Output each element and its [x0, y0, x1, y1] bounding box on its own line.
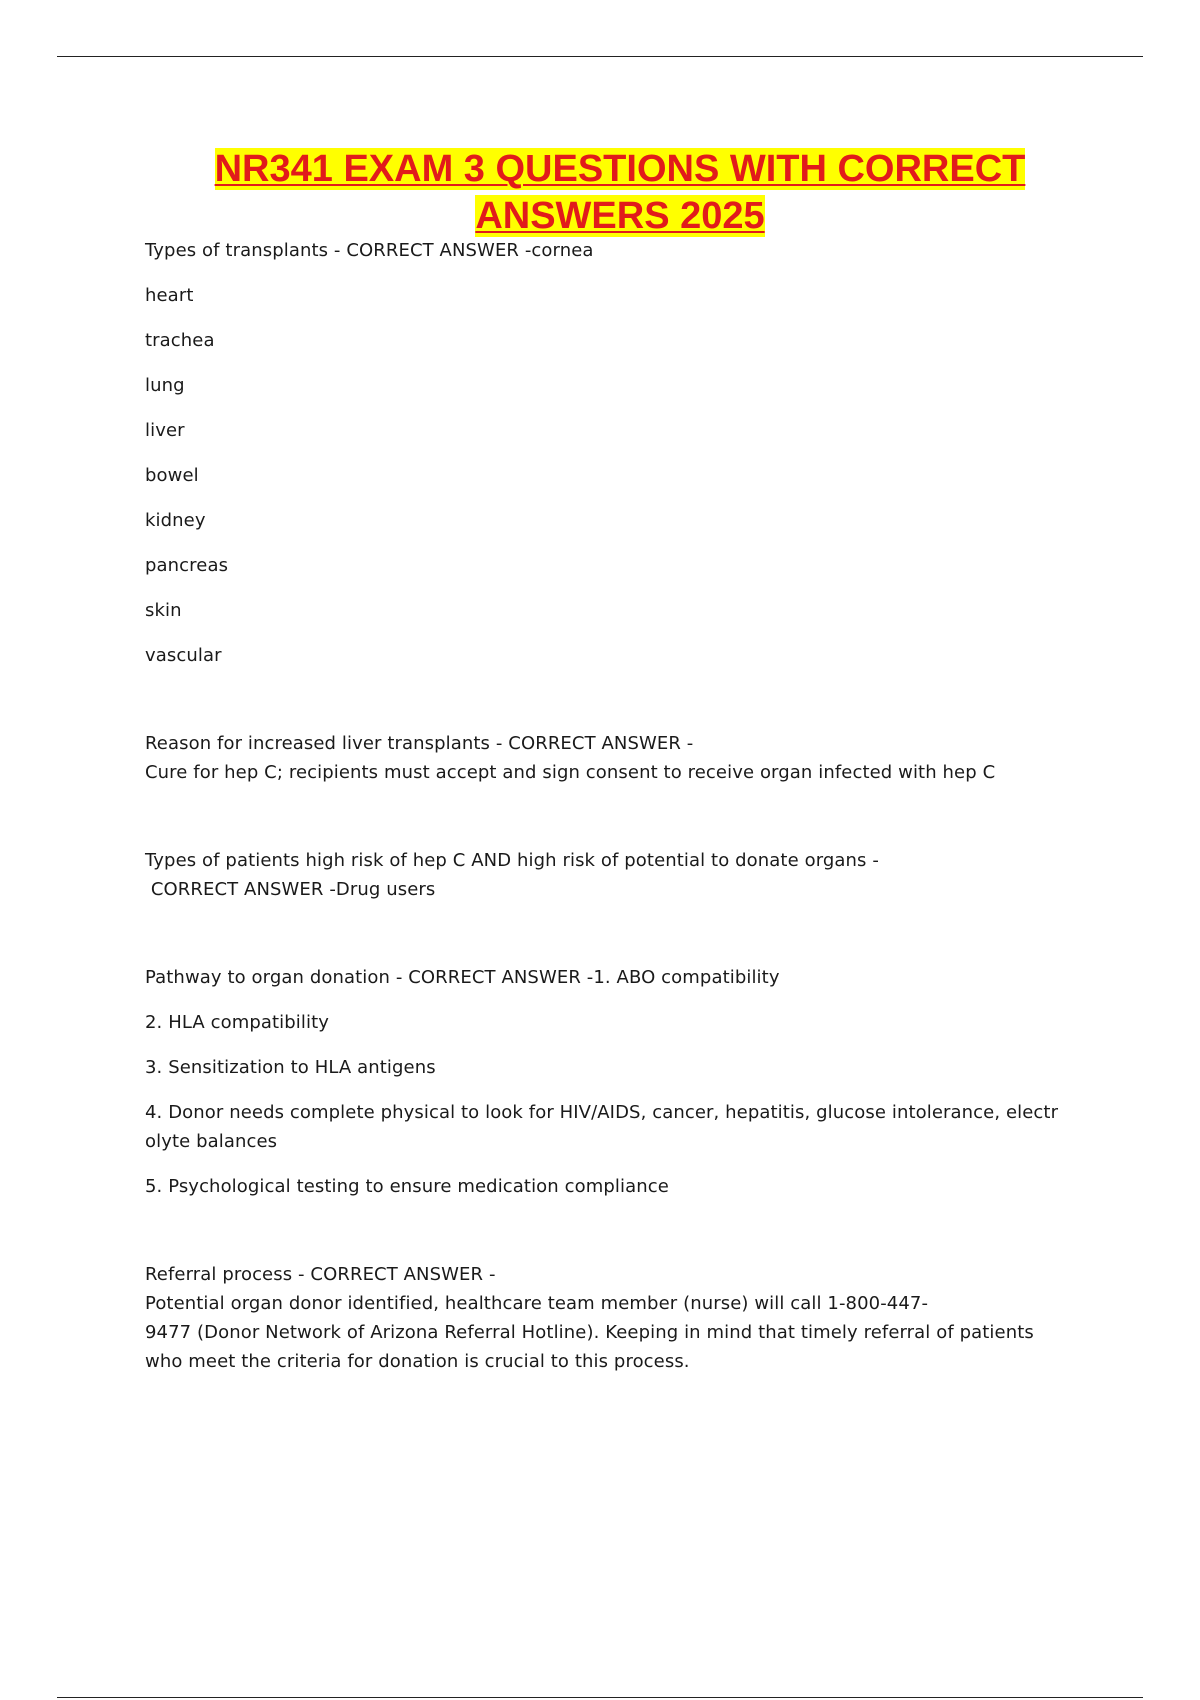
section-gap: [145, 904, 1085, 963]
hepc-answer: CORRECT ANSWER -Drug users: [145, 879, 436, 900]
pathway-question: Pathway to organ donation - CORRECT ANSWER -1. ABO compatibility: [145, 967, 780, 988]
hepc-section: [145, 846, 1085, 904]
hepc-question: Types of patients high risk of hep C AND high risk of potential to donate organs -: [145, 850, 879, 871]
list-item: trachea: [145, 330, 215, 351]
liver-section: [145, 729, 1085, 787]
section-gap: [145, 670, 1085, 729]
list-item: 2. HLA compatibility: [145, 1012, 330, 1033]
list-item: bowel: [145, 465, 199, 486]
list-item: lung: [145, 375, 185, 396]
title-line-1: NR341 EXAM 3 QUESTIONS WITH CORRECT: [214, 148, 1026, 190]
transplants-section: [145, 236, 1085, 670]
list-item: skin: [145, 600, 182, 621]
list-item: vascular: [145, 645, 222, 666]
top-rule: [57, 56, 1143, 57]
list-item: pancreas: [145, 555, 229, 576]
liver-answer: Cure for hep C; recipients must accept and sign consent to receive organ infected with hep C: [145, 762, 996, 783]
referral-section: [145, 1260, 1085, 1376]
list-item: kidney: [145, 510, 206, 531]
section-gap: [145, 787, 1085, 846]
list-item: 3. Sensitization to HLA antigens: [145, 1057, 436, 1078]
referral-line-2: 9477 (Donor Network of Arizona Referral Hotline). Keeping in mind that timely referral of patients: [145, 1322, 1034, 1343]
list-item: 4. Donor needs complete physical to look for HIV/AIDS, cancer, hepatitis, glucose intolerance, electr: [145, 1102, 1059, 1123]
referral-line-1: Potential organ donor identified, healthcare team member (nurse) will call 1-800-447-: [145, 1293, 929, 1314]
transplants-question: Types of transplants - CORRECT ANSWER -cornea: [145, 240, 594, 261]
bottom-rule: [57, 1697, 1143, 1698]
list-item: olyte balances: [145, 1131, 278, 1152]
list-item: 5. Psychological testing to ensure medication compliance: [145, 1176, 669, 1197]
pathway-section: [145, 963, 1085, 1201]
referral-line-3: who meet the criteria for donation is crucial to this process.: [145, 1351, 690, 1372]
section-gap: [145, 1201, 1085, 1260]
document-body: [145, 236, 1085, 1376]
list-item: heart: [145, 285, 194, 306]
referral-question: Referral process - CORRECT ANSWER -: [145, 1264, 496, 1285]
document-title: [100, 146, 1140, 240]
liver-question: Reason for increased liver transplants - CORRECT ANSWER -: [145, 733, 694, 754]
list-item: liver: [145, 420, 185, 441]
title-line-2: ANSWERS 2025: [475, 195, 765, 237]
